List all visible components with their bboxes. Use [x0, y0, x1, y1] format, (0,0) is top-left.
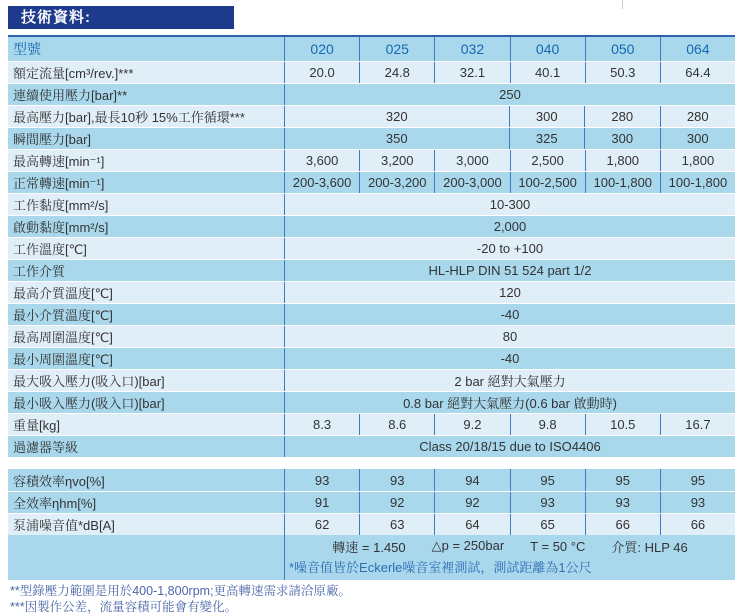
value-cell: 325: [509, 128, 585, 149]
row-values: [284, 492, 735, 513]
footnote-line: **型錄壓力範圍是用於400-1,800rpm;更高轉速需求請洽原廠。: [10, 584, 352, 598]
value-cell: 62: [314, 517, 330, 532]
row-label: 最小吸入壓力(吸入口)[bar]: [13, 396, 165, 411]
value-cell: -40: [500, 307, 520, 322]
table-row: [8, 435, 735, 457]
value-cell: 2 bar 絕對大氣壓力: [454, 374, 566, 389]
row-values: [284, 238, 735, 259]
value-cell: 2,500: [510, 150, 585, 171]
row-label: 正常轉速[min⁻¹]: [13, 176, 105, 191]
value-cell: 8.3: [313, 417, 332, 432]
column-header-cell: 040: [510, 37, 585, 61]
value-cell: 280: [660, 106, 736, 127]
value-cell: 94: [434, 469, 509, 491]
table-row: [8, 303, 735, 325]
value-cell: 9.2: [434, 414, 509, 435]
value-cell: 32.1: [434, 62, 509, 83]
row-values: [284, 514, 735, 535]
value-cell: 200-3,000: [434, 172, 509, 193]
table-row: [8, 259, 735, 281]
footnotes: [10, 583, 351, 615]
condition-item: T = 50 °C: [530, 538, 586, 554]
column-header-cell: 025: [359, 37, 434, 61]
footer-values: [284, 535, 735, 580]
row-label: 瞬間壓力[bar]: [13, 132, 92, 147]
row-values: [284, 414, 735, 435]
row-values: [284, 282, 735, 303]
row-label: 工作溫度[℃]: [13, 242, 87, 257]
row-label: 過濾器等級: [13, 440, 79, 455]
efficiency-table-rows: [8, 469, 735, 535]
table-row: [8, 215, 735, 237]
row-label: 額定流量[cm³/rev.]***: [13, 66, 134, 81]
value-cell: 40.1: [510, 62, 585, 83]
value-cell: 10-300: [489, 197, 531, 212]
table-row: [8, 325, 735, 347]
footnote-line: ***因製作公差，流量容積可能會有變化。: [10, 600, 238, 614]
table-row: [8, 237, 735, 259]
row-label: 啟動黏度[mm²/s]: [13, 220, 109, 235]
value-cell: -40: [500, 351, 520, 366]
table-row: [8, 171, 735, 193]
value-cell: 250: [499, 87, 521, 102]
value-cell: 320: [385, 109, 408, 124]
row-label: 工作介質: [13, 264, 66, 279]
row-values: [284, 128, 735, 149]
row-values: [284, 216, 735, 237]
row-values: [284, 304, 735, 325]
row-label: 工作黏度[mm²/s]: [13, 198, 109, 213]
table-row: [8, 369, 735, 391]
value-cell: 92: [359, 492, 434, 513]
row-values: [284, 150, 735, 171]
row-values: [284, 37, 735, 61]
value-cell: 3,000: [434, 150, 509, 171]
table-row: [8, 513, 735, 535]
row-label: 容積效率ηvo[%]: [13, 473, 105, 489]
row-values: [284, 194, 735, 215]
section-title: 技術資料:: [8, 6, 234, 29]
row-values: [284, 392, 735, 413]
row-label: 最高轉速[min⁻¹]: [13, 154, 105, 169]
row-label: 最高壓力[bar],最長10秒 15%工作循環***: [13, 110, 245, 125]
value-cell: HL-HLP DIN 51 524 part 1/2: [428, 263, 592, 278]
value-cell: 0.8 bar 絕對大氣壓力(0.6 bar 啟動時): [403, 396, 617, 411]
table-row: [8, 347, 735, 369]
row-values: [284, 62, 735, 83]
row-values: [284, 260, 735, 281]
table-row: [8, 105, 735, 127]
row-label: 全效率ηhm[%]: [13, 496, 97, 511]
row-values: [284, 326, 735, 347]
column-header-cell: 050: [585, 37, 660, 61]
row-label: 重量[kg]: [13, 418, 60, 433]
row-label: 連續使用壓力[bar]**: [13, 88, 128, 103]
table-row: [8, 149, 735, 171]
value-cell: 24.8: [359, 62, 434, 83]
noise-note: *噪音值皆於Eckerle噪音室裡測試，測試距離為1公尺: [289, 560, 592, 575]
value-cell: 1,800: [660, 150, 735, 171]
value-cell: 2,000: [493, 219, 527, 234]
efficiency-table: [8, 469, 735, 580]
value-cell: 95: [660, 469, 735, 491]
value-cell: 66: [585, 514, 660, 535]
row-values: [284, 106, 735, 127]
value-cell: 200-3,600: [292, 175, 352, 190]
value-cell: 91: [314, 495, 330, 510]
value-cell: 95: [510, 469, 585, 491]
table-row: [8, 469, 735, 491]
value-cell: 20.0: [309, 65, 335, 80]
condition-item: 介質: HLP 46: [611, 539, 688, 555]
row-values: [284, 348, 735, 369]
column-header-cell: 064: [660, 37, 735, 61]
value-cell: -20 to +100: [476, 241, 544, 256]
value-cell: 300: [660, 128, 736, 149]
value-cell: 95: [585, 469, 660, 491]
value-cell: 64: [434, 514, 509, 535]
value-cell: 3,200: [359, 150, 434, 171]
test-conditions: [285, 535, 735, 557]
row-label: 最小介質溫度[℃]: [13, 308, 113, 323]
row-values: [284, 436, 735, 457]
table-footer-row: [8, 535, 735, 580]
value-cell: 66: [660, 514, 735, 535]
row-values: [284, 172, 735, 193]
table-row: [8, 127, 735, 149]
page-edge-artifact: [622, 0, 623, 9]
value-cell: 93: [585, 492, 660, 513]
value-cell: 300: [584, 128, 660, 149]
value-cell: 80: [502, 329, 518, 344]
table-row: [8, 61, 735, 83]
row-label: 最小周圍溫度[℃]: [13, 352, 113, 367]
row-values: [284, 469, 735, 491]
table-row: [8, 413, 735, 435]
value-cell: 300: [509, 106, 585, 127]
value-cell: 100-2,500: [510, 172, 585, 193]
value-cell: 64.4: [660, 62, 735, 83]
value-cell: 93: [314, 472, 330, 488]
value-cell: 8.6: [359, 414, 434, 435]
value-cell: 50.3: [585, 62, 660, 83]
condition-item: 轉速 = 1.450: [332, 539, 406, 555]
value-cell: 9.8: [510, 414, 585, 435]
value-cell: 280: [584, 106, 660, 127]
value-cell: 3,600: [305, 153, 339, 168]
table-row: [8, 491, 735, 513]
condition-item: △p = 250bar: [431, 538, 505, 553]
row-label: 最大吸入壓力(吸入口)[bar]: [13, 374, 165, 389]
value-cell: 65: [510, 514, 585, 535]
footer-label-spacer: [8, 535, 284, 580]
value-cell: 100-1,800: [660, 172, 735, 193]
value-cell: 100-1,800: [585, 172, 660, 193]
table-row: [8, 193, 735, 215]
table-header-row: [8, 37, 735, 61]
column-header-cell: 032: [434, 37, 509, 61]
spec-table: [8, 35, 735, 457]
row-values: [284, 84, 735, 105]
value-cell: Class 20/18/15 due to ISO4406: [419, 439, 601, 454]
table-row: [8, 391, 735, 413]
column-header-model: 型號: [13, 41, 41, 57]
table-row: [8, 83, 735, 105]
value-cell: 93: [660, 492, 735, 513]
value-cell: 350: [385, 131, 408, 146]
row-label: 最高介質溫度[℃]: [13, 286, 113, 301]
value-cell: 93: [510, 492, 585, 513]
column-header-cell: 020: [310, 41, 334, 57]
row-label: 最高周圍溫度[℃]: [13, 330, 113, 345]
value-cell: 16.7: [660, 414, 735, 435]
value-cell: 200-3,200: [359, 172, 434, 193]
value-cell: 93: [359, 469, 434, 491]
value-cell: 120: [499, 285, 521, 300]
value-cell: 1,800: [585, 150, 660, 171]
value-cell: 63: [359, 514, 434, 535]
value-cell: 10.5: [585, 414, 660, 435]
value-cell: 92: [434, 492, 509, 513]
row-label: 泵浦噪音值*dB[A]: [13, 518, 115, 533]
row-values: [284, 370, 735, 391]
table-row: [8, 281, 735, 303]
spec-table-rows: [8, 37, 735, 457]
